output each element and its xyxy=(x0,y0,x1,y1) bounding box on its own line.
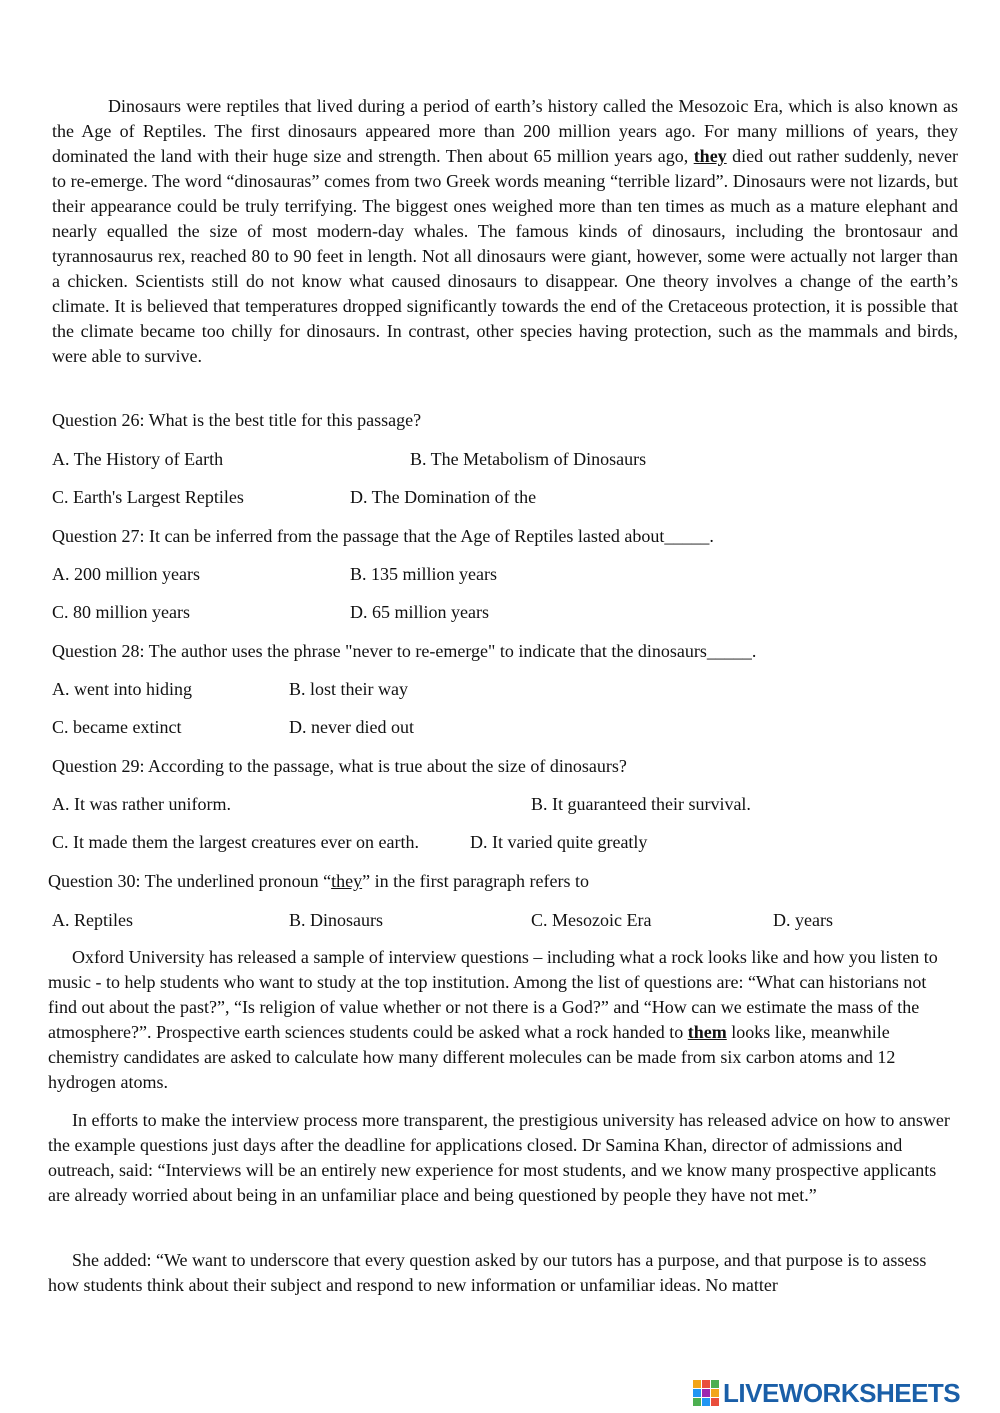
passage-text: Oxford University has released a sample of interview questions – including what a rock looks like and how you listen to music - to help students who want to study at the top institution. Among the list of questions are: “What can historians not find out about the past?”, “Is religion of value whether or not there is a God?” and “How can we estimate the mass of the atmosphere?”. Prospective earth sciences students could be asked what a rock handed to xyxy=(48,947,938,1042)
passage-oxford-2: In efforts to make the interview process more transparent, the prestigious university has released advice on how to answer the example questions just days after the deadline for applications closed. Dr Samina Khan, director of admissions and outreach, said: “Interviews will be an entirely new experience for most students, and we know many prospective applicants are already worried about being in an unfamiliar place and being questioned by people they have not met.” xyxy=(48,1110,950,1205)
question-27: Question 27: It can be inferred from the passage that the Age of Reptiles lasted about_____. xyxy=(52,526,714,546)
underlined-pronoun: they xyxy=(331,871,363,891)
option-26-a: A. The History of Earth xyxy=(52,449,224,469)
passage-oxford-3: She added: “We want to underscore that every question asked by our tutors has a purpose, and that purpose is to assess how students think about their subject and respond to new information or unfamiliar ideas. No matter xyxy=(48,1250,927,1295)
option-26-d: D. The Domination of the xyxy=(350,487,537,507)
question-30 xyxy=(48,869,589,893)
highlighted-pronoun: them xyxy=(687,1022,727,1042)
option-26-c: C. Earth's Largest Reptiles xyxy=(52,487,244,507)
option-28-b: B. lost their way xyxy=(289,679,408,699)
option-28-c: C. became extinct xyxy=(52,717,182,737)
passage-text: died out rather suddenly, never to re-emerge. The word “dinosauras” comes from two Greek words meaning “terrible lizard”. Dinosaurs were not lizards, but their appearance could be truly terrifying. The biggest ones weighed more than ten times as much as a mature elephant and nearly equalled the size of most modern-day whales. The famous kinds of dinosaurs, including the brontosaur and tyrannosaurus rex, reached 80 to 90 feet in length. Not all dinosaurs were giant, however, some were actually not larger than a chicken. Scientists still do not know what caused dinosaurs to disappear. One theory involves a change of the earth’s climate. It is believed that temperatures dropped significantly towards the end of the Cretaceous protection, it is possible that the climate became too chilly for dinosaurs. In contrast, other species having protection, such as the mammals and birds, were able to survive. xyxy=(52,146,959,366)
passage-text: looks like, meanwhile chemistry candidates are asked to calculate how many different molecules can be made from six carbon atoms and 12 hydrogen atoms. xyxy=(48,1022,896,1092)
option-27-c: C. 80 million years xyxy=(52,602,190,622)
option-28-a: A. went into hiding xyxy=(52,679,192,699)
passage-dinosaurs xyxy=(52,94,958,369)
option-27-b: B. 135 million years xyxy=(350,564,497,584)
logo-grid-icon xyxy=(693,1380,719,1406)
highlighted-pronoun: they xyxy=(693,146,727,166)
question-28: Question 28: The author uses the phrase "never to re-emerge" to indicate that the dinosaurs_____. xyxy=(52,641,757,661)
option-29-c: C. It made them the largest creatures ever on earth. xyxy=(52,832,420,852)
question-29: Question 29: According to the passage, what is true about the size of dinosaurs? xyxy=(52,756,627,776)
option-26-b: B. The Metabolism of Dinosaurs xyxy=(410,449,647,469)
question-26: Question 26: What is the best title for this passage? xyxy=(52,410,422,430)
option-27-d: D. 65 million years xyxy=(350,602,489,622)
option-29-b: B. It guaranteed their survival. xyxy=(531,794,751,814)
option-27-a: A. 200 million years xyxy=(52,564,200,584)
option-29-d: D. It varied quite greatly xyxy=(470,832,648,852)
question-30-text: Question 30: The underlined pronoun “ xyxy=(48,871,332,891)
option-30-d: D. years xyxy=(773,910,833,930)
option-28-d: D. never died out xyxy=(289,717,414,737)
passage-text: Dinosaurs were reptiles that lived during a period of earth’s history called the Mesozoic Era, which is also known as the Age of Reptiles. The first dinosaurs appeared more than 200 million years ago. For many millions of years, they dominated the land with their huge size and strength. Then about 65 million years ago, xyxy=(52,96,958,166)
liveworksheets-logo xyxy=(693,1378,993,1408)
option-30-b: B. Dinosaurs xyxy=(289,910,383,930)
question-30-text: ” in the first paragraph refers to xyxy=(362,871,590,891)
option-29-a: A. It was rather uniform. xyxy=(52,794,231,814)
option-30-a: A. Reptiles xyxy=(52,910,133,930)
logo-text: LIVEWORKSHEETS xyxy=(723,1377,961,1408)
option-30-c: C. Mesozoic Era xyxy=(531,910,652,930)
passage-oxford-1 xyxy=(48,945,950,1095)
